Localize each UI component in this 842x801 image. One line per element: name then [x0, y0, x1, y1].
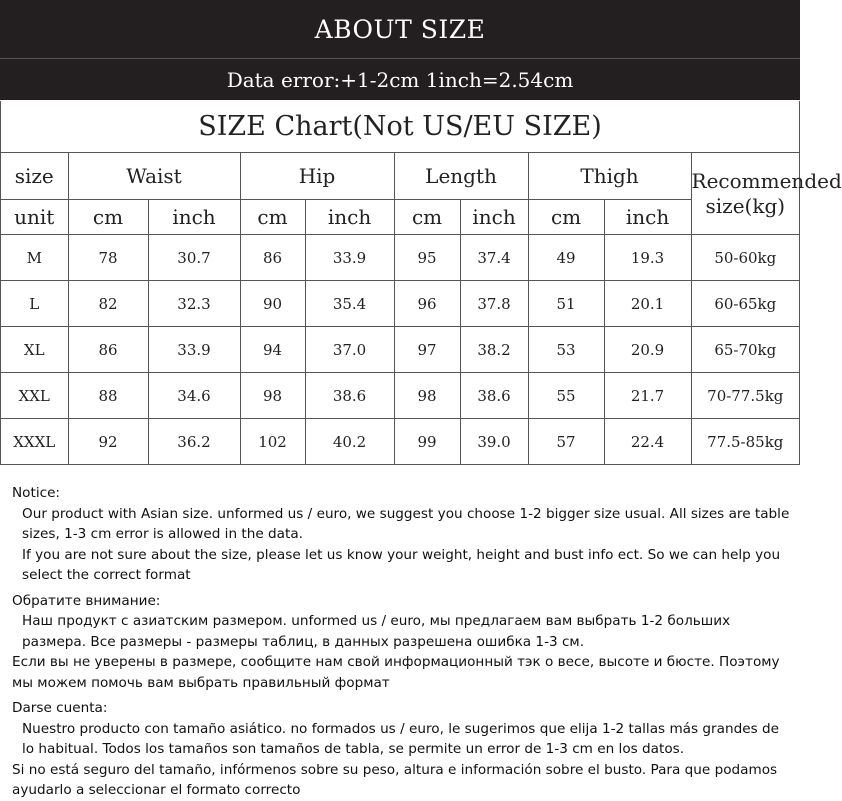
table-row	[1, 373, 799, 419]
waist-inch-cell: 30.7	[148, 235, 240, 281]
hip-cm-cell: 98	[240, 373, 305, 419]
notice-ru-p1: Наш продукт с азиатским размером. unformed us / euro, мы предлагаем вам выбрать 1-2 больших размера. Все размеры - размеры таблиц, в данных разрешена ошибка 1-3 см.	[22, 613, 731, 650]
table-row	[1, 281, 799, 327]
thigh-cm-cell: 51	[528, 281, 604, 327]
col-recommended-header	[691, 153, 842, 235]
waist-inch-cell: 32.3	[148, 281, 240, 327]
hip-inch-cell: 40.2	[305, 419, 394, 465]
size-cell: XL	[1, 327, 68, 373]
notice-en-heading: Notice:	[12, 485, 61, 501]
thigh-inch-cell: 19.3	[604, 235, 691, 281]
hip-inch-cell: 35.4	[305, 281, 394, 327]
hip-inch-cell: 33.9	[305, 235, 394, 281]
unit-inch: inch	[148, 200, 240, 235]
thigh-cm-cell: 57	[528, 419, 604, 465]
waist-cm-cell: 92	[68, 419, 148, 465]
notice-es-p2: Si no está seguro del tamaño, infórmenos sobre su peso, altura e información sobre el busto. Para que podamos ayudarlo a seleccionar el formato correcto	[12, 761, 778, 798]
length-inch-cell: 37.4	[460, 235, 528, 281]
col-length-header: Length	[394, 153, 528, 200]
notice-section	[12, 483, 792, 801]
col-waist-header: Waist	[68, 153, 240, 200]
hip-inch-cell: 38.6	[305, 373, 394, 419]
waist-cm-cell: 88	[68, 373, 148, 419]
recommended-cell: 70-77.5kg	[691, 373, 799, 419]
notice-en-p2: If you are not sure about the size, please let us know your weight, height and bust info ect. So we can help you select the correct format	[22, 546, 781, 583]
unit-inch: inch	[305, 200, 394, 235]
unit-inch: inch	[604, 200, 691, 235]
thigh-cm-cell: 53	[528, 327, 604, 373]
hip-cm-cell: 90	[240, 281, 305, 327]
length-inch-cell: 39.0	[460, 419, 528, 465]
length-inch-cell: 38.2	[460, 327, 528, 373]
size-cell: XXXL	[1, 419, 68, 465]
recommended-cell: 60-65kg	[691, 281, 799, 327]
thigh-inch-cell: 20.1	[604, 281, 691, 327]
size-cell: XXL	[1, 373, 68, 419]
size-chart	[0, 101, 842, 465]
notice-ru-heading: Обратите внимание:	[12, 592, 161, 609]
header-row-units	[1, 200, 799, 235]
col-size-header: size	[1, 153, 68, 200]
waist-inch-cell: 33.9	[148, 327, 240, 373]
waist-cm-cell: 86	[68, 327, 148, 373]
hip-cm-cell: 102	[240, 419, 305, 465]
length-cm-cell: 95	[394, 235, 460, 281]
col-thigh-header: Thigh	[528, 153, 691, 200]
thigh-inch-cell: 20.9	[604, 327, 691, 373]
recommended-cell: 65-70kg	[691, 327, 799, 373]
length-inch-cell: 38.6	[460, 373, 528, 419]
length-cm-cell: 97	[394, 327, 460, 373]
thigh-inch-cell: 21.7	[604, 373, 691, 419]
unit-cm: cm	[240, 200, 305, 235]
length-cm-cell: 98	[394, 373, 460, 419]
thigh-inch-cell: 22.4	[604, 419, 691, 465]
size-cell: M	[1, 235, 68, 281]
notice-en-p1: Our product with Asian size. unformed us / euro, we suggest you choose 1-2 bigger size usual. All sizes are table sizes, 1-3 cm error is allowed in the data.	[22, 505, 790, 542]
table-row	[1, 235, 799, 281]
size-table	[1, 153, 842, 464]
waist-inch-cell: 34.6	[148, 373, 240, 419]
col-hip-header: Hip	[240, 153, 394, 200]
data-error-text: Data error:+1-2cm 1inch=2.54cm	[226, 67, 574, 92]
data-error-banner	[0, 59, 800, 100]
notice-ru-p2: Если вы не уверены в размере, сообщите нам свой информационный тэк о весе, высоте и бюсте. Поэтому мы можем помочь вам выбрать правильный формат	[12, 654, 780, 691]
page-title: ABOUT SIZE	[314, 14, 486, 44]
thigh-cm-cell: 49	[528, 235, 604, 281]
notice-es-heading: Darse cuenta:	[12, 700, 108, 716]
length-cm-cell: 96	[394, 281, 460, 327]
unit-cm: cm	[68, 200, 148, 235]
notice-es-p1: Nuestro producto con tamaño asiático. no formados us / euro, le sugerimos que elija 1-2 tallas más grandes de lo habitual. Todos los tamaños son tamaños de tabla, se permite un error de 1-3 cm en los datos.	[22, 720, 779, 757]
waist-inch-cell: 36.2	[148, 419, 240, 465]
recommended-cell: 50-60kg	[691, 235, 799, 281]
col-unit-header: unit	[1, 200, 68, 235]
unit-cm: cm	[528, 200, 604, 235]
recommended-line2: size(kg)	[705, 193, 786, 218]
thigh-cm-cell: 55	[528, 373, 604, 419]
recommended-line1: Recommended	[691, 168, 842, 193]
unit-cm: cm	[394, 200, 460, 235]
waist-cm-cell: 82	[68, 281, 148, 327]
table-row	[1, 327, 799, 373]
table-row	[1, 419, 799, 465]
unit-inch: inch	[460, 200, 528, 235]
hip-cm-cell: 86	[240, 235, 305, 281]
size-cell: L	[1, 281, 68, 327]
recommended-cell: 77.5-85kg	[691, 419, 799, 465]
header-row-groups	[1, 153, 799, 200]
length-cm-cell: 99	[394, 419, 460, 465]
length-inch-cell: 37.8	[460, 281, 528, 327]
waist-cm-cell: 78	[68, 235, 148, 281]
size-chart-title: SIZE Chart(Not US/EU SIZE)	[1, 101, 799, 153]
about-size-banner	[0, 0, 800, 58]
hip-cm-cell: 94	[240, 327, 305, 373]
hip-inch-cell: 37.0	[305, 327, 394, 373]
